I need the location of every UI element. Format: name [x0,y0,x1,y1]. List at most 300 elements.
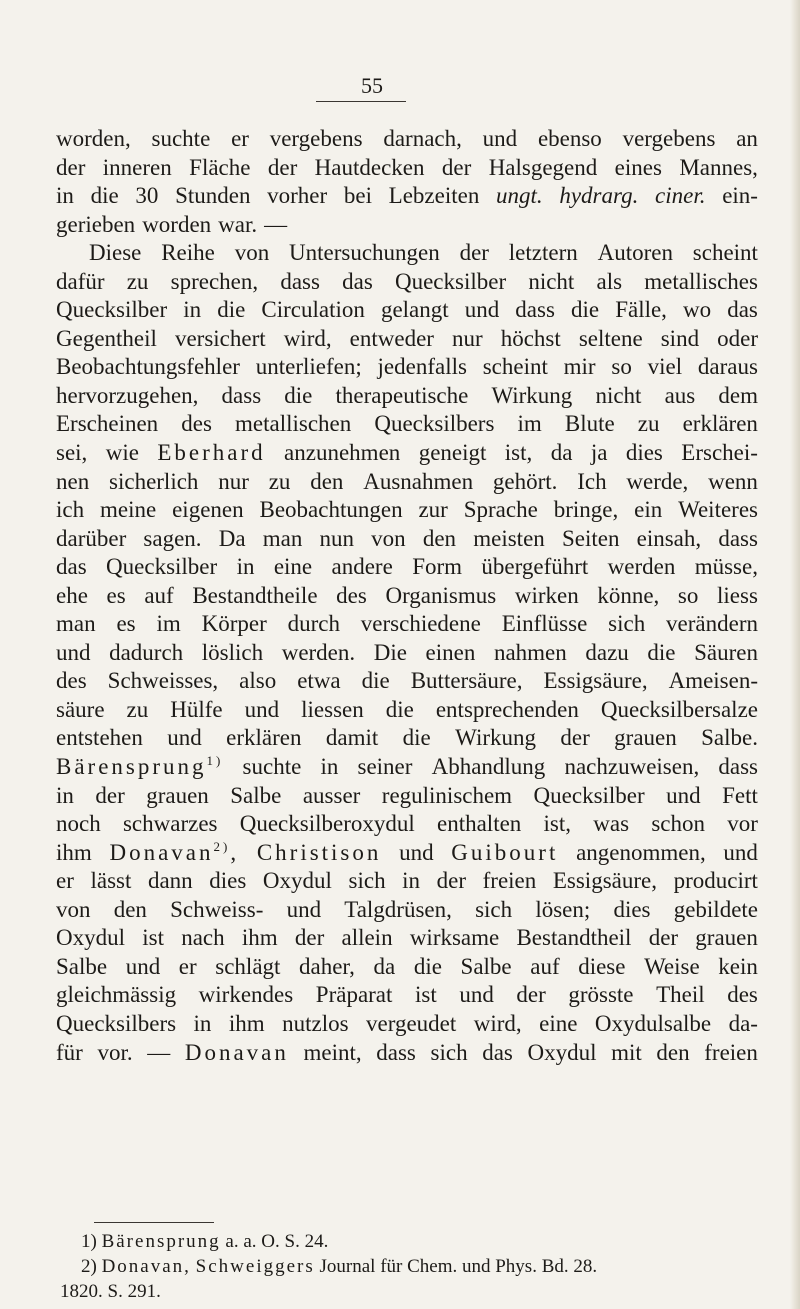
word: Quecksilbers [374,411,495,437]
word: suchte [242,754,302,780]
word: Präparat [315,982,393,1008]
word: zur [418,497,448,523]
word: war. [218,211,258,237]
text-line [56,382,758,411]
word: Ameisen- [668,668,758,694]
word: Fläche [189,154,251,180]
word: und [464,297,500,323]
text-line [56,239,758,268]
word: Fett [722,782,758,808]
word: vergebens [622,126,716,151]
word: dass [515,297,555,323]
word: Sprache [463,497,538,523]
word: therapeutische [335,382,469,408]
word: enthalten [437,811,522,837]
word: Salbe [460,953,512,979]
word: der [441,154,472,180]
footnote-1-marker: 1) [81,1231,97,1252]
word: als [596,268,623,294]
word: dies [625,440,663,466]
word: Eberhard [157,440,266,466]
word: die [402,725,431,751]
footnote-2-author2: Schweiggers [195,1256,315,1277]
word: Oxydulsalbe [594,1010,712,1036]
word: zu [637,411,660,437]
word: der [648,925,679,951]
word: ist [415,982,437,1008]
word: schlägt [215,953,281,979]
word: Seiten [561,525,620,551]
word: dass [376,1039,416,1065]
word: sei, [56,440,88,466]
word: im [156,611,181,637]
word: Reihe [161,240,215,266]
word: und [399,839,434,865]
word: Form [412,554,463,580]
page-number: 55 [361,73,383,98]
word: Ausnahmen [363,468,474,494]
word: metallisches [644,268,758,294]
word: das [482,1039,513,1065]
word: nen [56,468,90,494]
word: eine [273,554,313,580]
word: des [181,411,212,437]
word: in [402,868,421,894]
footnote-separator [94,1222,214,1223]
text-line [56,981,758,1010]
word: sagen. [143,525,202,551]
word: vor. [97,1039,133,1065]
word: die [284,382,313,408]
word: den [656,1039,690,1065]
word: sich [608,611,646,637]
word: unterliefen; [255,354,362,380]
text-line [56,353,758,382]
word: Beobachtungsfehler [56,354,240,380]
word: — [147,1039,171,1065]
word: verändern [666,611,758,637]
word: Säuren [694,639,758,665]
word: es [106,582,126,608]
footnote-1-ref: a. a. O. S. 24. [225,1231,329,1252]
word: oder [717,325,758,351]
word: grauen [146,782,209,808]
text-line [56,639,758,668]
word: ausser [302,782,361,808]
word: eigenen [172,497,244,523]
text-line [56,154,758,183]
word: Quecksilber [106,554,218,580]
word: producirt [673,868,758,894]
word: allein [341,925,393,951]
word: Diese [89,240,142,266]
word: ich [56,497,85,523]
word: Buttersäure, [410,668,523,694]
word: verschiedene [360,611,481,637]
text-line [56,1039,758,1068]
word: ihm [56,839,92,865]
word: aus [664,382,696,408]
word: durch [287,611,340,637]
text-line [56,867,758,896]
word: höchst [500,325,561,351]
word: und [482,126,518,151]
word: zu [126,696,149,722]
footnote-reference: 1) [206,753,224,769]
word: vorher [267,183,328,209]
word: angenommen, [576,839,706,865]
word: nur [452,325,483,351]
word: man [262,525,303,551]
word: in [183,297,202,323]
text-line [56,724,758,753]
word: und [723,839,758,865]
word: wirksame [409,925,500,951]
word: liessen [301,696,364,722]
word: nachzuweisen, [564,754,700,780]
word: nur [218,468,249,494]
word: Bestandtheile [192,582,318,608]
word: so [611,354,632,380]
word: nutzlos [282,1010,349,1036]
word: dem [718,382,758,408]
word: dadurch [109,639,184,665]
word: also [239,668,277,694]
word: die [647,639,676,665]
word: im [517,411,542,437]
word: liess [717,582,758,608]
footnote-2-ref: Journal für Chem. und Phys. Bd. 28. [319,1256,598,1277]
word: Quecksilber [394,268,507,294]
word: von [371,525,406,551]
word: löslich [201,639,264,665]
word: dass [718,525,758,551]
word: zu [126,268,149,294]
footnote-2 [60,1254,750,1279]
word: Ich [577,468,607,494]
word: Halsgegend [488,154,598,180]
word: Oxydul [527,1039,597,1065]
word: wie [105,440,139,466]
word: zu [268,468,291,494]
word: ihm [241,925,278,951]
word: scheint [482,354,548,380]
word: mit [611,1039,642,1065]
word: von [234,240,270,266]
word: sind [660,325,700,351]
word: Wirkung [455,725,536,751]
word: freien [482,868,537,894]
word: in [236,554,255,580]
word: grauen [614,725,677,751]
word: Stunden [175,183,251,209]
word: vor [727,811,758,837]
word: Einflüsse [501,611,588,637]
word: des [727,982,758,1008]
word: ist [142,925,164,951]
page-number-rule [316,101,406,102]
word: was [593,811,630,837]
word: mir [563,354,596,380]
word: eines [614,154,662,180]
word: Essigsäure, [543,668,648,694]
word: und [125,953,161,979]
footnote-reference: 2) [213,838,231,854]
text-line [56,468,758,497]
word: auf [530,953,560,979]
text-line [56,924,758,953]
word: ciner. [655,183,706,209]
word: Fälle, [615,297,667,323]
word: werden [607,554,676,580]
word: auf [144,582,174,608]
word: etwa [297,668,341,694]
word: schon [651,811,705,837]
word: Salbe [230,782,282,808]
word: letztern [508,240,578,266]
word: er [178,953,197,979]
word: wirkendes [198,982,294,1008]
word: meine [100,497,157,523]
word: andere [331,554,393,580]
word: kein [718,953,758,979]
text-line [56,696,758,725]
word: der [56,154,86,180]
word: den [310,468,344,494]
text-line [56,896,758,925]
word: dafür [56,268,105,294]
word: der [294,925,325,951]
word: Abhandlung [431,754,546,780]
word: Essigsäure, [552,868,657,894]
word: ein [634,497,663,523]
word: sich [475,896,513,922]
word: er [231,126,249,151]
word: bei [343,183,372,209]
word: Guibourt [451,839,559,865]
word: gerieben [56,211,136,237]
text-line [56,667,758,696]
word: sich [430,1039,468,1065]
word: erklären [226,725,302,751]
word: daraus [697,354,758,380]
word: dies [613,896,651,922]
text-line [56,182,758,211]
word: entsprechenden [435,696,579,722]
text-line [56,610,758,639]
word: eine [539,1010,578,1036]
word: viel [647,354,683,380]
word: Beobachtungen [259,497,403,523]
word: und [286,896,322,922]
word: Oxydul [262,868,332,894]
word: dass [280,268,320,294]
word: des [56,668,87,694]
word: ihm [228,1010,265,1036]
word: er [56,868,74,894]
word: in [320,754,339,780]
word: seltene [578,325,643,351]
word: nicht [528,268,575,294]
word: Salbe. [701,725,758,751]
word: meint, [303,1039,362,1065]
footnote-1-author: Bärensprung [101,1231,221,1252]
word: noch [56,811,101,837]
word: es [116,611,136,637]
word: Organismus [385,582,497,608]
word: Hautdecken [314,154,425,180]
word: damit [325,725,379,751]
word: Weise [644,953,700,979]
word: grauen [695,925,758,951]
word: Bärensprung$^{1)}$ [56,753,224,780]
footnote-2-continuation: 1820. S. 291. [60,1281,161,1302]
word: da [373,953,396,979]
text-line [56,839,758,868]
word: Da [218,525,246,551]
word: nun [319,525,354,551]
word: schwarzes [122,811,218,837]
text-line [56,296,758,325]
word: gebildete [673,896,758,922]
word: meisten [473,525,545,551]
word: der [560,725,590,751]
text-line [56,953,758,982]
word: einsah, [636,525,702,551]
word: Talgdrüsen, [344,896,452,922]
text-line [56,268,758,297]
word: von [56,896,91,922]
word: dass [221,382,262,408]
word: versichert [174,325,266,351]
word: daher, [299,953,355,979]
text-line [56,782,758,811]
word: nahmen [493,639,567,665]
word: inneren [102,154,172,180]
text-line [56,553,758,582]
word: wo [683,297,712,323]
word: regulinischem [381,782,513,808]
word: da- [728,1010,758,1036]
word: hydrarg. [559,183,639,209]
footnote-1 [60,1229,750,1254]
word: Quecksilbersalze [600,696,758,722]
word: Die [373,639,407,665]
word: Donavan$^{2)}$, [109,838,240,865]
word: an [736,126,758,151]
word: und [459,982,494,1008]
text-line [56,582,758,611]
word: ebenso [537,126,602,151]
word: ist, [543,811,572,837]
word: Quecksilber [533,782,645,808]
word: wirken [514,582,579,608]
text-line [56,410,758,439]
word: und [167,725,202,751]
word: metallischen [235,411,352,437]
word: ja [590,440,608,466]
footnote-2-marker: 2) [81,1256,97,1277]
word: anzunehmen [284,440,401,466]
text-line [56,810,758,839]
word: Oxydul [56,925,125,951]
word: der [95,782,125,808]
word: ein- [722,183,758,209]
word: der [436,868,467,894]
word: Wirkung [491,382,573,408]
word: bringe, [553,497,619,523]
word: Quecksilber [56,297,168,323]
word: vergebens [269,126,363,151]
word: ist, [504,440,533,466]
word: Körper [201,611,267,637]
text-line [56,496,758,525]
word: Donavan [184,1039,289,1065]
word: Erscheinen [56,411,159,437]
word: da [550,440,573,466]
word: und [56,639,91,665]
text-line [56,439,758,468]
word: in [56,782,74,808]
word: dazu [585,639,629,665]
word: jedenfalls [377,354,467,380]
word: entstehen [56,725,143,751]
word: 30 [135,183,159,209]
word: — [264,211,288,237]
word: gelangt [380,297,449,323]
word: Erschei- [681,440,758,466]
word: der [459,240,489,266]
word: sprechen, [170,268,259,294]
word: in [193,1010,212,1036]
word: Mannes, [679,154,758,180]
word: dass [718,754,758,780]
word: suchte [151,126,211,151]
word: darüber [56,525,127,551]
word: müsse, [694,554,758,580]
word: und [666,782,701,808]
word: Salbe [56,953,108,979]
word: die [90,183,119,209]
word: des [336,582,367,608]
word: Weiteres [678,497,758,523]
word: das [342,268,373,294]
word: Theil [656,982,705,1008]
word: nach [181,925,225,951]
word: für [56,1039,83,1065]
word: seiner [357,754,413,780]
word: hervorzugehen, [56,382,199,408]
word: den [113,896,147,922]
page-edge-shadow [790,0,800,1309]
word: wenn [708,468,758,494]
word: säure [56,696,105,722]
word: Autoren [597,240,673,266]
word: Quecksilbers [56,1010,177,1036]
text-line [56,525,758,554]
text-line [56,325,758,354]
word: dann [147,868,193,894]
word: ehe [56,582,88,608]
word: könne, [597,582,660,608]
body-text [56,125,758,1067]
word: Lebzeiten [388,183,480,209]
word: erklären [682,411,758,437]
word: übergeführt [481,554,589,580]
word: sich [348,868,386,894]
word: Schweisses, [107,668,219,694]
word: das [56,554,87,580]
